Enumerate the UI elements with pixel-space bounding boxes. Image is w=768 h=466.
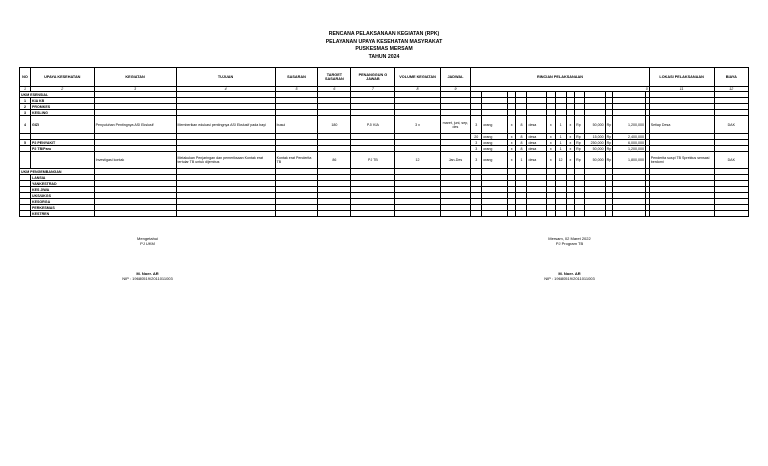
header-sasaran: SASARAN	[275, 68, 318, 87]
pj-cell: PJ/ KIA	[351, 116, 395, 134]
row-number: 4	[20, 116, 31, 134]
header-biaya: BIAYA	[714, 68, 748, 87]
freq-cell: 1	[555, 140, 566, 146]
program-row-gizi	[20, 116, 749, 134]
pj-cell: PJ TB	[351, 152, 395, 169]
col-num: 2	[31, 87, 95, 92]
col-num: 4	[176, 87, 275, 92]
program-name: PERKESMAS	[31, 205, 95, 211]
lokasi-cell: Setiap Desa	[649, 116, 714, 134]
jadwal-cell: Jan-Des	[440, 152, 471, 169]
times-cell: x	[566, 140, 575, 146]
title-line-1: RENCANA PELAKSANAAN KEGIATAN (RPK)	[328, 31, 440, 37]
times-cell: x	[507, 140, 516, 146]
unit-cell: orang	[482, 152, 508, 169]
count-cell: 8	[516, 134, 527, 140]
currency-cell: Rp	[605, 116, 612, 134]
volume-cell: 3 x	[395, 116, 440, 134]
section-label: UKM PENGEMBANGAN	[20, 169, 95, 175]
col-num: 9	[440, 87, 471, 92]
program-name: UKS/UKGS	[31, 193, 95, 199]
title-line-2: PELAYANAN UPAYA KESEHATAN MASYRAKAT	[325, 38, 443, 45]
qty-cell: 3	[471, 146, 482, 152]
col-num: 8	[395, 87, 440, 92]
header-tujuan: TUJUAN	[176, 68, 275, 87]
program-row-kestren	[20, 211, 749, 217]
signature-left-name: M. Noer. AR	[136, 271, 159, 276]
count-cell: 8	[516, 146, 527, 152]
row-number: 3	[20, 110, 31, 116]
times-cell: x	[547, 116, 556, 134]
times-cell: x	[507, 152, 516, 169]
program-name: PROMKES	[31, 104, 95, 110]
total-cell: 6,000,000	[613, 140, 646, 146]
times-cell: x	[566, 134, 575, 140]
col-num: 7	[351, 87, 395, 92]
kegiatan-cell: Investigasi kontak	[94, 152, 176, 169]
sasaran-cell: Kontak erat Penderita TB	[275, 152, 318, 169]
volume-cell: 12	[395, 152, 440, 169]
freq-cell: 1	[555, 116, 566, 134]
unit-cell: orang	[482, 146, 508, 152]
rpk-table	[19, 67, 749, 217]
tujuan-cell: Memberikan edukasi pentingnya ASI Ekslusif pada bayi	[176, 116, 275, 134]
col-num: 11	[649, 87, 714, 92]
times-cell: x	[547, 146, 556, 152]
unit2-cell: desa	[527, 140, 547, 146]
signature-right	[522, 236, 617, 281]
title-line-3: PUSKESMAS MERSAM	[355, 46, 413, 52]
jadwal-cell: maret, juni, sep, des	[440, 116, 471, 134]
title-line-4: TAHUN 2024	[368, 53, 400, 60]
signature-right-name: M. Noer. AR	[558, 271, 581, 276]
row-number: 2	[20, 104, 31, 110]
target-cell: 180	[318, 116, 351, 134]
qty-cell: 3	[471, 152, 482, 169]
header-target: TARGET SASARAN	[318, 68, 351, 87]
header-kegiatan: KEGIATAN	[94, 68, 176, 87]
header-upaya: UPAYA KESEHATAN	[31, 68, 95, 87]
unit-cell: orang	[482, 116, 508, 134]
times-cell: x	[547, 140, 556, 146]
qty-cell: 3	[471, 116, 482, 134]
row-number: 1	[20, 98, 31, 104]
program-name: GIZI	[31, 116, 95, 134]
currency-cell: Rp	[575, 134, 585, 140]
currency-cell: Rp	[575, 140, 585, 146]
program-name: LANSIA	[31, 175, 95, 181]
unit2-cell: desa	[527, 116, 547, 134]
activity-row-investigasi-kontak	[20, 152, 749, 169]
lokasi-cell: Penderita suspi TB Sprektus sensasi berdomi	[649, 152, 714, 169]
col-num: 5	[275, 87, 318, 92]
price-cell: 50,000	[584, 146, 605, 152]
program-name: P2 TB/Paru	[31, 146, 95, 152]
signature-left-line1: Mengetahui	[137, 236, 158, 241]
program-name: P2 PENYAKIT	[31, 140, 95, 146]
times-cell: x	[507, 146, 516, 152]
program-name: KESORGA	[31, 199, 95, 205]
header-jadwal: JADWAL	[440, 68, 471, 87]
signature-left	[100, 236, 195, 281]
program-name: KESTREN	[31, 211, 95, 217]
program-name: KESLING	[31, 110, 95, 116]
price-cell: 50,000	[584, 116, 605, 134]
currency-cell: Rp	[575, 152, 585, 169]
times-cell: x	[547, 152, 556, 169]
times-cell: x	[566, 152, 575, 169]
total-cell: 1,200,000	[613, 116, 646, 134]
times-cell: x	[507, 116, 516, 134]
col-num: 3	[94, 87, 176, 92]
currency-cell: Rp	[605, 152, 612, 169]
program-name: KES JIWA	[31, 187, 95, 193]
target-cell: 86	[318, 152, 351, 169]
kegiatan-cell: Penyuluhan Pentingnya ASI Ekslusif	[94, 116, 176, 134]
unit2-cell: desa	[527, 134, 547, 140]
sasaran-cell: busui	[275, 116, 318, 134]
program-name: YANKESTRAD	[31, 181, 95, 187]
signature-right-nip: NIP : 19680519/2011011003	[544, 276, 595, 281]
unit2-cell: desa	[527, 152, 547, 169]
freq-cell: 1	[555, 146, 566, 152]
col-num: 1	[20, 87, 31, 92]
total-cell: 2,400,000	[613, 134, 646, 140]
section-label: UKM ESENSIAL	[20, 92, 95, 98]
qty-cell: 20	[471, 134, 482, 140]
times-cell: x	[547, 134, 556, 140]
count-cell: 1	[516, 152, 527, 169]
times-cell: x	[566, 146, 575, 152]
times-cell: x	[566, 116, 575, 134]
document-title	[0, 31, 768, 61]
total-cell: 1,200,000	[613, 146, 646, 152]
header-row	[20, 68, 749, 87]
currency-cell: Rp	[575, 116, 585, 134]
row-number: 5	[20, 140, 31, 146]
signature-left-nip: NIP : 19680519/2011011003	[122, 276, 173, 281]
currency-cell: Rp	[606, 146, 612, 151]
header-volume: VOLUME KEGIATAN	[395, 68, 440, 87]
total-cell: 1,800,000	[613, 152, 646, 169]
currency-cell: Rp	[606, 140, 612, 145]
freq-cell: 1	[555, 134, 566, 140]
currency-cell: Rp	[575, 146, 585, 152]
price-cell: 15,000	[584, 134, 605, 140]
unit-cell: orang	[482, 134, 508, 140]
header-no: NO	[20, 68, 31, 87]
currency-cell: Rp	[606, 134, 612, 139]
biaya-cell: DAK	[714, 116, 748, 134]
freq-cell: 12	[555, 152, 566, 169]
times-cell: x	[507, 134, 516, 140]
header-lokasi: LOKASI PELAKSANAAN	[649, 68, 714, 87]
price-cell: 50,000	[584, 152, 605, 169]
unit2-cell: desa	[527, 146, 547, 152]
signature-right-line2: PJ Program TB	[555, 241, 584, 246]
header-penanggung-jawab: PENANGGUN G JAWAB	[351, 68, 395, 87]
header-rincian: RINCIAN PELAKSANAAN	[471, 68, 650, 87]
col-num: 6	[318, 87, 351, 92]
biaya-cell: DAK	[714, 152, 748, 169]
program-name: KIA KB	[31, 98, 95, 104]
price-cell: 250,000	[584, 140, 605, 146]
count-cell: 8	[516, 116, 527, 134]
count-cell: 8	[516, 140, 527, 146]
tujuan-cell: Melakukan Penjaringan dan pemeriksaan Kontak erat tertular TB untuk dijembus	[176, 152, 275, 169]
signature-left-line2: PJ UKM	[140, 241, 155, 246]
signature-right-line1: Mersam, 02 Maret 2022	[548, 236, 591, 241]
unit-cell: orang	[482, 140, 508, 146]
col-num: 12	[714, 87, 748, 92]
col-num-rincian: 0	[471, 87, 650, 92]
qty-cell: 3	[471, 140, 482, 146]
